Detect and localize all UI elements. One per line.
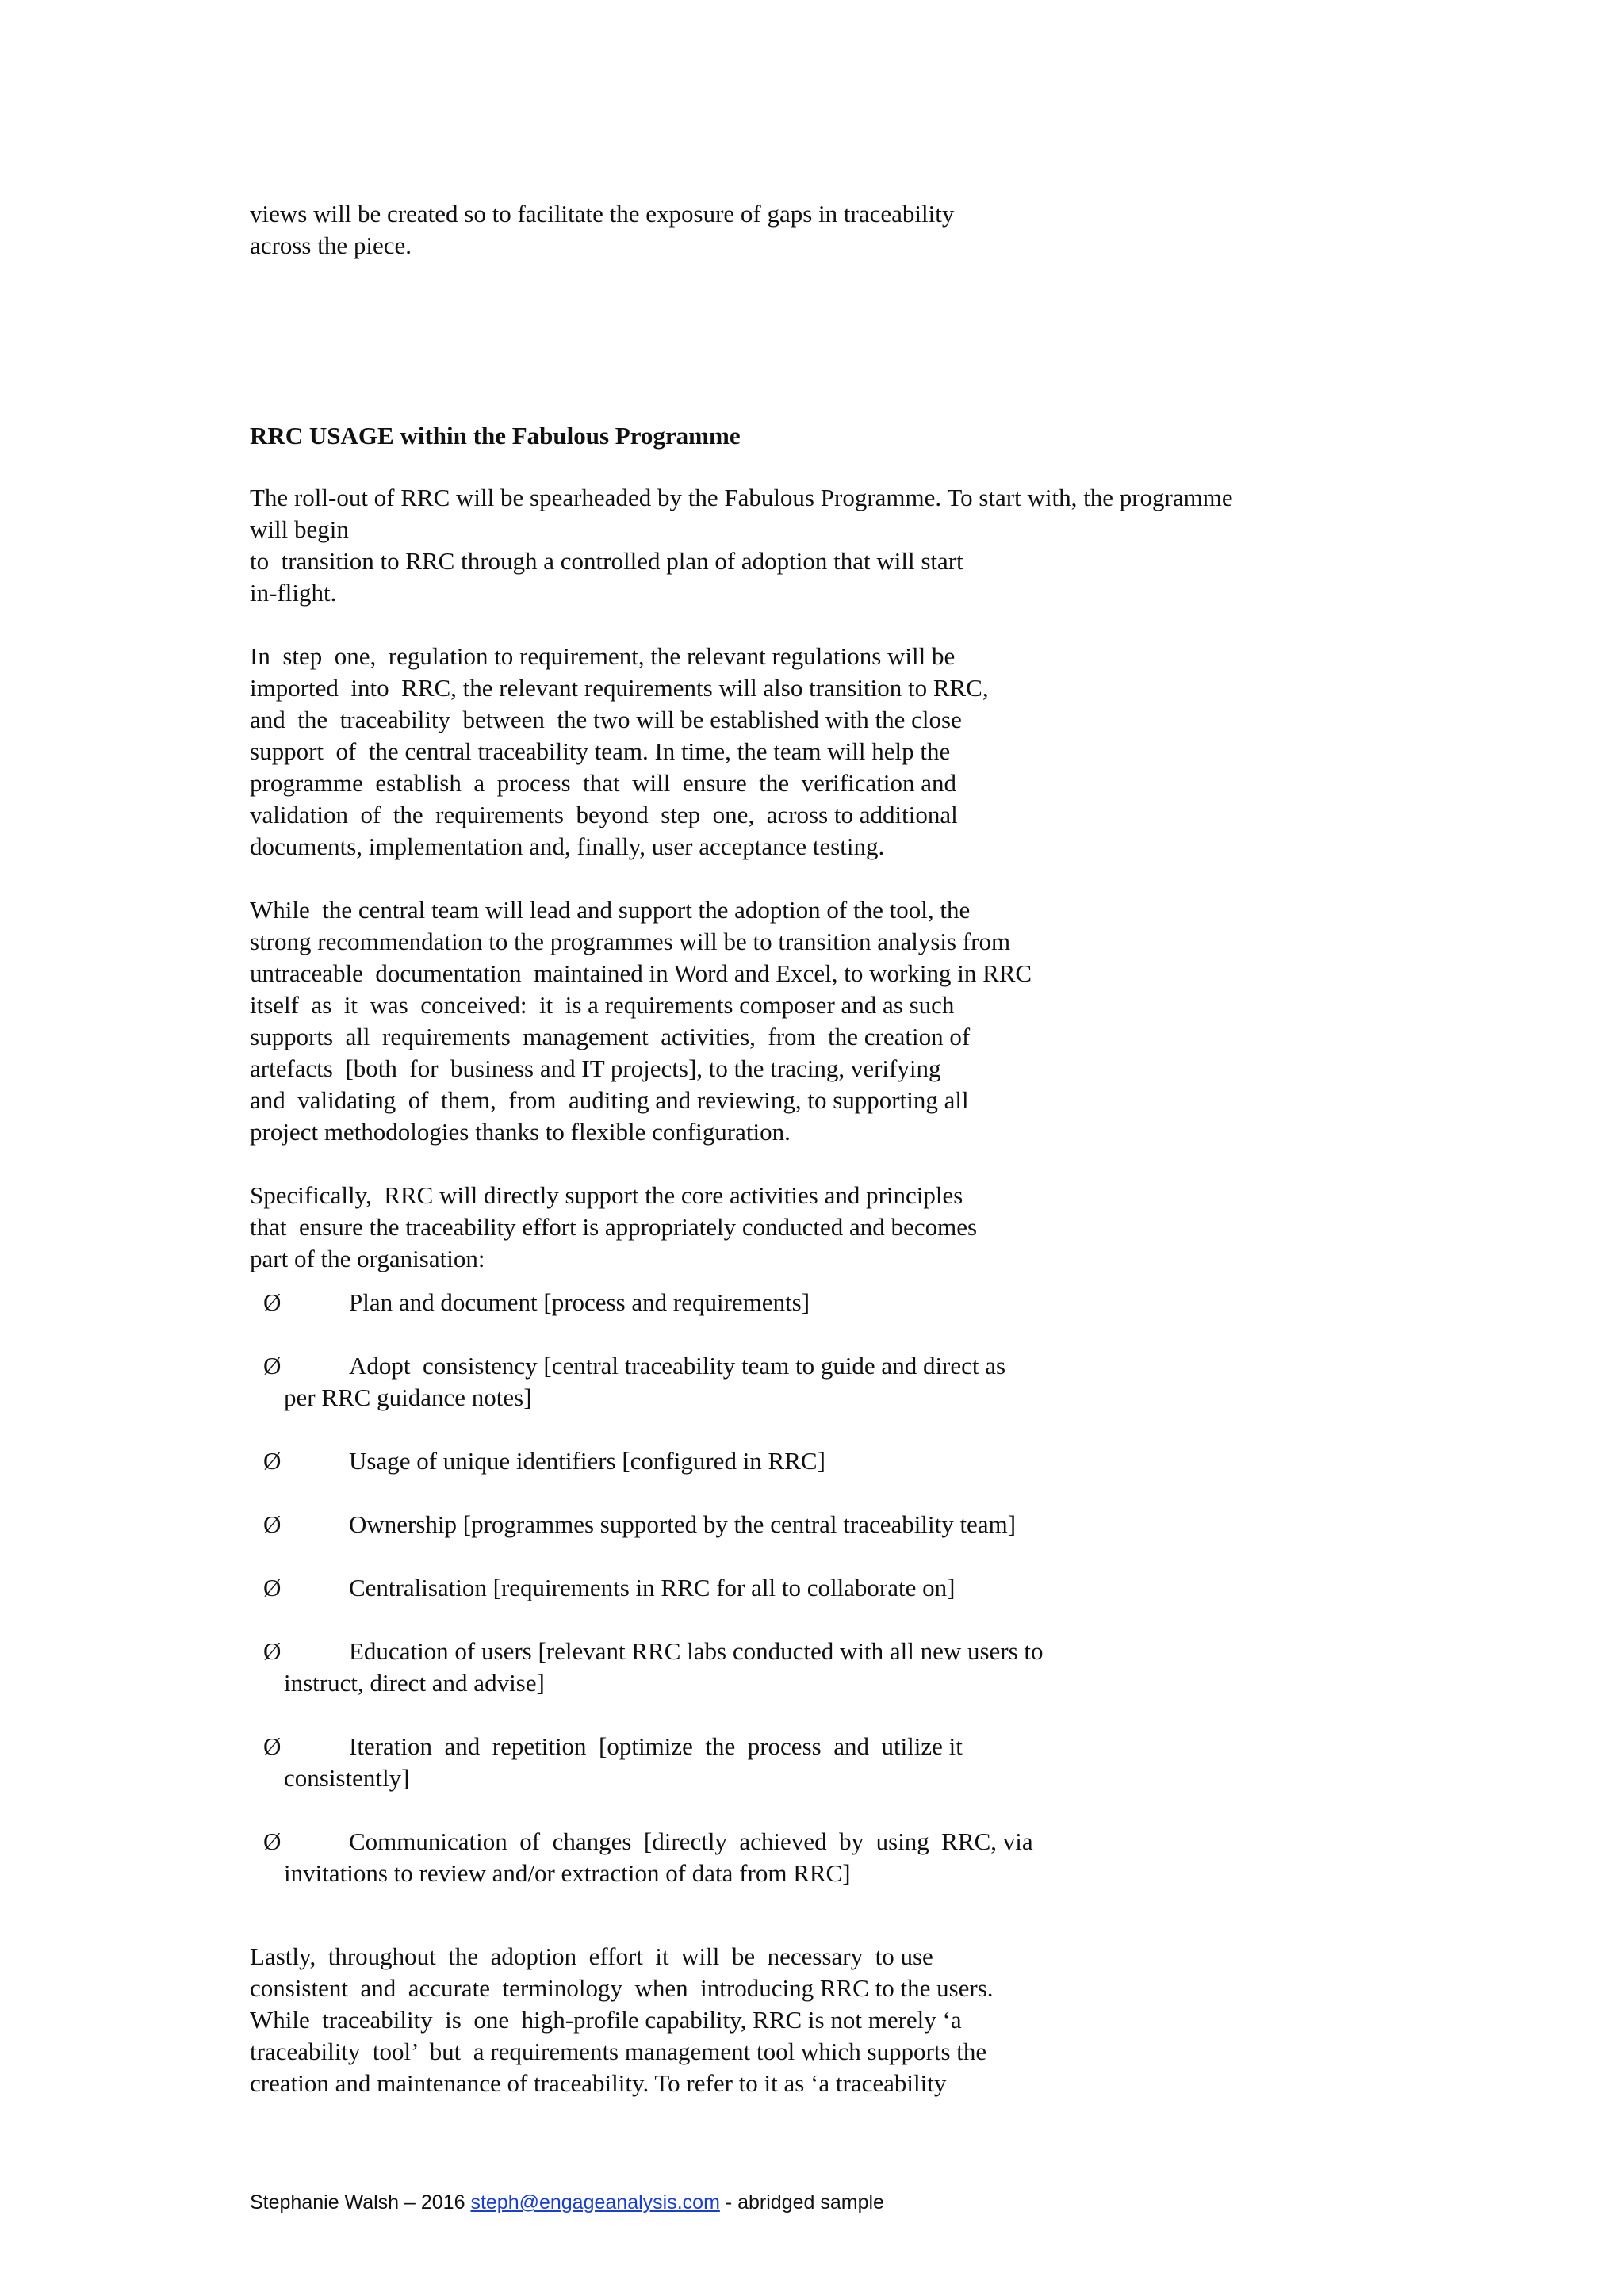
text-line: programme establish a process that will ensure the verification and [250, 769, 956, 797]
text-line: part of the organisation: [250, 1245, 485, 1272]
text-line: imported into RRC, the relevant requirements will also transition to RRC, [250, 674, 989, 702]
list-item-text: Education of users [relevant RRC labs conducted with all new users to [349, 1637, 1044, 1665]
list-item-text: Ownership [programmes supported by the central traceability team] [349, 1510, 1017, 1538]
list-item [250, 1731, 1392, 1794]
text-line: In step one, regulation to requirement, the relevant regulations will be [250, 642, 956, 670]
list-item-text: Usage of unique identifiers [configured in RRC] [349, 1447, 825, 1475]
text-line: to transition to RRC through a controlled plan of adoption that will start [250, 547, 963, 575]
intro-paragraph [250, 198, 1392, 262]
text-line: project methodologies thanks to flexible configuration. [250, 1118, 791, 1146]
list-item-text: Communication of changes [directly achieved by using RRC, via [349, 1827, 1033, 1855]
list-item-continuation: instruct, direct and advise] [284, 1669, 545, 1697]
list-item-continuation: per RRC guidance notes] [284, 1383, 532, 1411]
text-line: validation of the requirements beyond step one, across to additional [250, 801, 958, 828]
list-item [250, 1572, 1392, 1604]
text-line: strong recommendation to the programmes will be to transition analysis from [250, 928, 1011, 955]
text-line: that ensure the traceability effort is appropriately conducted and becomes [250, 1213, 978, 1241]
list-item [250, 1287, 1392, 1318]
text-line: documents, implementation and, finally, user acceptance testing. [250, 832, 885, 860]
list-item [250, 1509, 1392, 1540]
text-line: support of the central traceability team. In time, the team will help the [250, 737, 951, 765]
text-line: in-flight. [250, 579, 337, 607]
bullet-icon: Ø [263, 1288, 282, 1316]
footer-author: Stephanie Walsh – 2016 [250, 2191, 471, 2214]
text-line: Lastly, throughout the adoption effort it will be necessary to use [250, 1942, 933, 1970]
text-line: and validating of them, from auditing and reviewing, to supporting all [250, 1086, 969, 1114]
list-item-continuation: invitations to review and/or extraction of data from RRC] [284, 1859, 851, 1887]
paragraph-rollout [250, 482, 1392, 609]
text-line: itself as it was conceived: it is a requirements composer and as such [250, 991, 955, 1019]
text-line: consistent and accurate terminology when introducing RRC to the users. [250, 1974, 994, 2002]
text-line: across the piece. [250, 232, 412, 259]
list-item-text: Plan and document [process and requirements] [349, 1288, 810, 1316]
bullet-icon: Ø [263, 1352, 282, 1380]
text-line: While traceability is one high-profile capability, RRC is not merely ‘a [250, 2006, 962, 2034]
bullet-icon: Ø [263, 1447, 282, 1475]
text-line: untraceable documentation maintained in Word and Excel, to working in RRC [250, 959, 1032, 987]
text-line: artefacts [both for business and IT projects], to the tracing, verifying [250, 1054, 941, 1082]
principles-list [250, 1287, 1392, 1921]
text-line: creation and maintenance of traceability. To refer to it as ‘a traceability [250, 2069, 947, 2097]
text-line: The roll-out of RRC will be spearheaded by the Fabulous Programme. To start with, the programme [250, 484, 1233, 511]
text-line: views will be created so to facilitate the exposure of gaps in traceability [250, 200, 955, 228]
text-line: and the traceability between the two will be established with the close [250, 706, 962, 733]
bullet-icon: Ø [263, 1574, 282, 1601]
list-item-text: Adopt consistency [central traceability team to guide and direct as [349, 1352, 1006, 1380]
text-line: supports all requirements management activities, from the creation of [250, 1023, 971, 1050]
paragraph-lastly [250, 1941, 1392, 2099]
paragraph-central-team [250, 894, 1392, 1148]
text-line: will begin [250, 515, 349, 543]
bullet-icon: Ø [263, 1732, 282, 1760]
page-footer [250, 2190, 884, 2215]
text-line: Specifically, RRC will directly support the core activities and principles [250, 1181, 963, 1209]
paragraph-specifically [250, 1180, 1392, 1275]
bullet-icon: Ø [263, 1827, 282, 1855]
text-line: While the central team will lead and support the adoption of the tool, the [250, 896, 971, 924]
list-item [250, 1826, 1392, 1889]
list-item-text: Iteration and repetition [optimize the process and utilize it [349, 1732, 963, 1760]
list-item-text: Centralisation [requirements in RRC for all to collaborate on] [349, 1574, 956, 1601]
footer-email-link[interactable]: steph@engageanalysis.com [470, 2191, 720, 2214]
list-item [250, 1445, 1392, 1477]
list-item [250, 1350, 1392, 1414]
list-item [250, 1636, 1392, 1699]
list-item-continuation: consistently] [284, 1764, 410, 1792]
bullet-icon: Ø [263, 1637, 282, 1665]
footer-note: - abridged sample [719, 2191, 884, 2214]
section-heading: RRC USAGE within the Fabulous Programme [250, 422, 741, 450]
paragraph-step-one [250, 641, 1392, 863]
bullet-icon: Ø [263, 1510, 282, 1538]
text-line: traceability tool’ but a requirements management tool which supports the [250, 2038, 987, 2065]
